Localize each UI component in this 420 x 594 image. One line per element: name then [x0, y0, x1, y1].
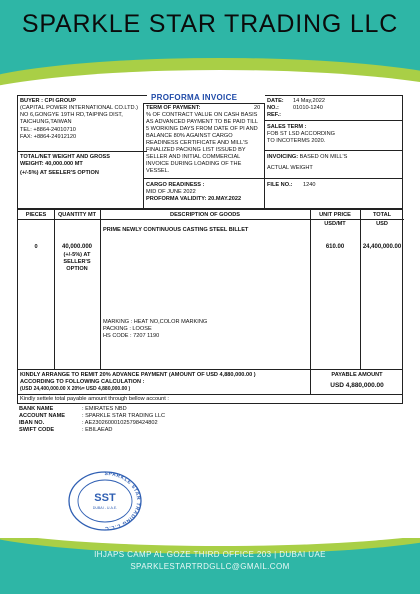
row-quantity-note-2: SELLER'S [63, 259, 91, 265]
weight-value: WEIGHT: 40,000.000 MT [20, 161, 83, 167]
remit-line-1: KINDLY ARRANGE TO REMIT 20% ADVANCE PAYMENT (AMOUNT OF USD 4,880,000.00 ) [20, 372, 256, 378]
swift-label: SWIFT CODE [19, 427, 55, 433]
weight-box [17, 152, 147, 209]
invoicing-label: INVOICING: [267, 154, 299, 160]
company-name: SPARKLE STAR TRADING LLC [21, 10, 399, 38]
invoicing-line-2: ACTUAL WEIGHT [267, 165, 313, 171]
buyer-line-1: (CAPITAL POWER INTERNATIONAL CO.LTD.) [20, 105, 138, 111]
bank-name-label: BANK NAME [19, 406, 54, 412]
row-quantity-note-1: (+/-5%) AT [63, 252, 91, 258]
file-no-label: FILE NO.: [267, 182, 293, 188]
bank-name-value: : EMIRATES NBD [82, 406, 127, 412]
table-col-divider-3 [310, 210, 311, 370]
buyer-line-3: TAICHUNG,TAIWAN [20, 119, 72, 125]
buyer-fax: FAX: +8864-24912120 [20, 134, 77, 140]
company-stamp [67, 470, 143, 532]
proforma-validity: PROFORMA VALIDITY: 20.MAY.2022 [146, 196, 242, 202]
file-no-value: 1240 [303, 182, 316, 188]
invoicing-value: BASED ON MILL'S [299, 154, 348, 160]
row-unit-price: 610.00 [325, 244, 345, 250]
row-description: PRIME NEWLY CONTINUOUS CASTING STEEL BILLET [103, 227, 249, 233]
invoicing-text [267, 154, 347, 161]
invoicing-box [265, 151, 403, 179]
iban-value: : AE230260001025798424802 [82, 420, 158, 426]
date-value: 14 May,2022 [293, 98, 325, 104]
payable-amount-value: USD 4,880,000.00 [330, 382, 384, 389]
remit-line-2: ACCORDING TO FOLLOWING CALCULATION : [20, 379, 145, 385]
stamp-monogram: SST [94, 492, 116, 504]
header-banner [0, 0, 420, 92]
row-quantity: 40,000.000 [61, 244, 93, 250]
buyer-tel: TEL: +8864-24010710 [20, 127, 76, 133]
packing-text: PACKING : LOOSE [103, 326, 152, 332]
payable-amount-label: PAYABLE AMOUNT [331, 372, 383, 378]
cargo-readiness-box [143, 179, 265, 209]
sales-term-label: SALES TERM : [267, 124, 307, 130]
ref-label: REF.: [267, 112, 281, 118]
goods-table [17, 209, 403, 370]
header-pieces: PIECES [25, 211, 47, 218]
stamp-graphic [67, 470, 143, 532]
unit-price-currency: USD/MT [324, 221, 346, 227]
cargo-value: MID OF JUNE 2022 [146, 189, 196, 195]
payment-line-5: READINESS CERTIFICATE AND MILL'S [146, 140, 248, 146]
sales-term-line-2: TO INCOTERMS 2020. [267, 138, 326, 144]
date-ref-box [265, 95, 403, 121]
total-currency: USD [376, 221, 388, 227]
header-total: TOTAL [372, 211, 392, 218]
marking-text: MARKING : HEAT NO,COLOR MARKING [103, 319, 208, 325]
account-name-value: : SPARKLE STAR TRADING LLC [82, 413, 165, 419]
header-unit-price: UNIT PRICE [319, 211, 351, 218]
buyer-box [17, 95, 147, 152]
payment-line-1: % OF CONTRACT VALUE ON CASH BASIS [146, 112, 258, 118]
file-no-box [265, 179, 403, 209]
bank-intro: Kindly settele total payable amount through bellow account : [20, 396, 169, 402]
document-title: PROFORMA INVOICE [151, 93, 238, 102]
payment-percent: 20 [254, 105, 261, 111]
payment-line-8: INVOICE DURING LOADING OF THE [146, 161, 242, 167]
payment-line-3: 5 WORKING DAYS FROM DATE OF PI AND [146, 126, 258, 132]
payment-terms-box [143, 103, 265, 179]
footer-email[interactable]: SPARKLESTARTRDGLLC@GMAIL.COM [130, 562, 290, 571]
table-col-divider-4 [360, 210, 361, 370]
bank-box [17, 395, 403, 404]
no-value: 01010-1240 [293, 105, 323, 111]
payment-line-7: SELLER AND INITIAL COMMERCIAL [146, 154, 241, 160]
payment-line-2: AS ADVANCED PAYMENT TO BE PAID TILL [146, 119, 259, 125]
table-col-divider-2 [100, 210, 101, 370]
table-header-divider [18, 219, 404, 220]
header-description: DESCRIPTION OF GOODS [170, 211, 240, 218]
row-quantity-note-3: OPTION [66, 266, 88, 272]
cargo-label: CARGO READINESS : [146, 182, 205, 188]
remit-line-3: (USD 24,400,000.00 X 20%= USD 4,880,000.00 ) [20, 386, 131, 392]
weight-label: TOTAL/NET WEIGHT AND GROSS [20, 154, 111, 160]
stamp-city: DUBAI - U.A.E. [92, 506, 118, 510]
payment-line-6: FINALIZED PACKING LIST ISSUED BY [146, 147, 246, 153]
table-col-divider-1 [54, 210, 55, 370]
buyer-label: BUYER : CPI GROUP [20, 98, 76, 104]
payment-line-9: VESSEL. [146, 168, 170, 174]
footer-banner [0, 538, 420, 594]
buyer-line-2: NO 6,GONGYE 19TH RD,TAIPING DIST, [20, 112, 123, 118]
sales-term-line-1: FOB ST LSD ACCORDING [267, 131, 335, 137]
no-label: NO.: [267, 105, 279, 111]
weight-option: (+/-5%) AT SEELER'S OPTION [20, 170, 99, 176]
sales-term-box [265, 121, 403, 151]
payment-line-4: BALANCE 80% AGAINST CARGO [146, 133, 233, 139]
footer-address: IHJAPS CAMP AL GOZE THIRD OFFICE 203 | DUBAI UAE [94, 550, 326, 559]
hs-code-text: HS CODE : 7207 1190 [103, 333, 160, 339]
row-total: 24,400,000.00 [362, 244, 402, 250]
payment-label: TERM OF PAYMENT: [146, 105, 201, 111]
remittance-box [17, 370, 403, 395]
invoice-body [17, 95, 403, 466]
account-name-label: ACCOUNT NAME [19, 413, 65, 419]
stamp-ring-text: SPARKLE STAR TRADING L.L.C [104, 470, 142, 532]
row-pieces: 0 [34, 244, 38, 250]
date-label: DATE: [267, 98, 284, 104]
swift-value: : EBILAEAD [82, 427, 113, 433]
header-quantity: QUANTITY MT [57, 211, 97, 218]
iban-label: IBAN NO. [19, 420, 45, 426]
